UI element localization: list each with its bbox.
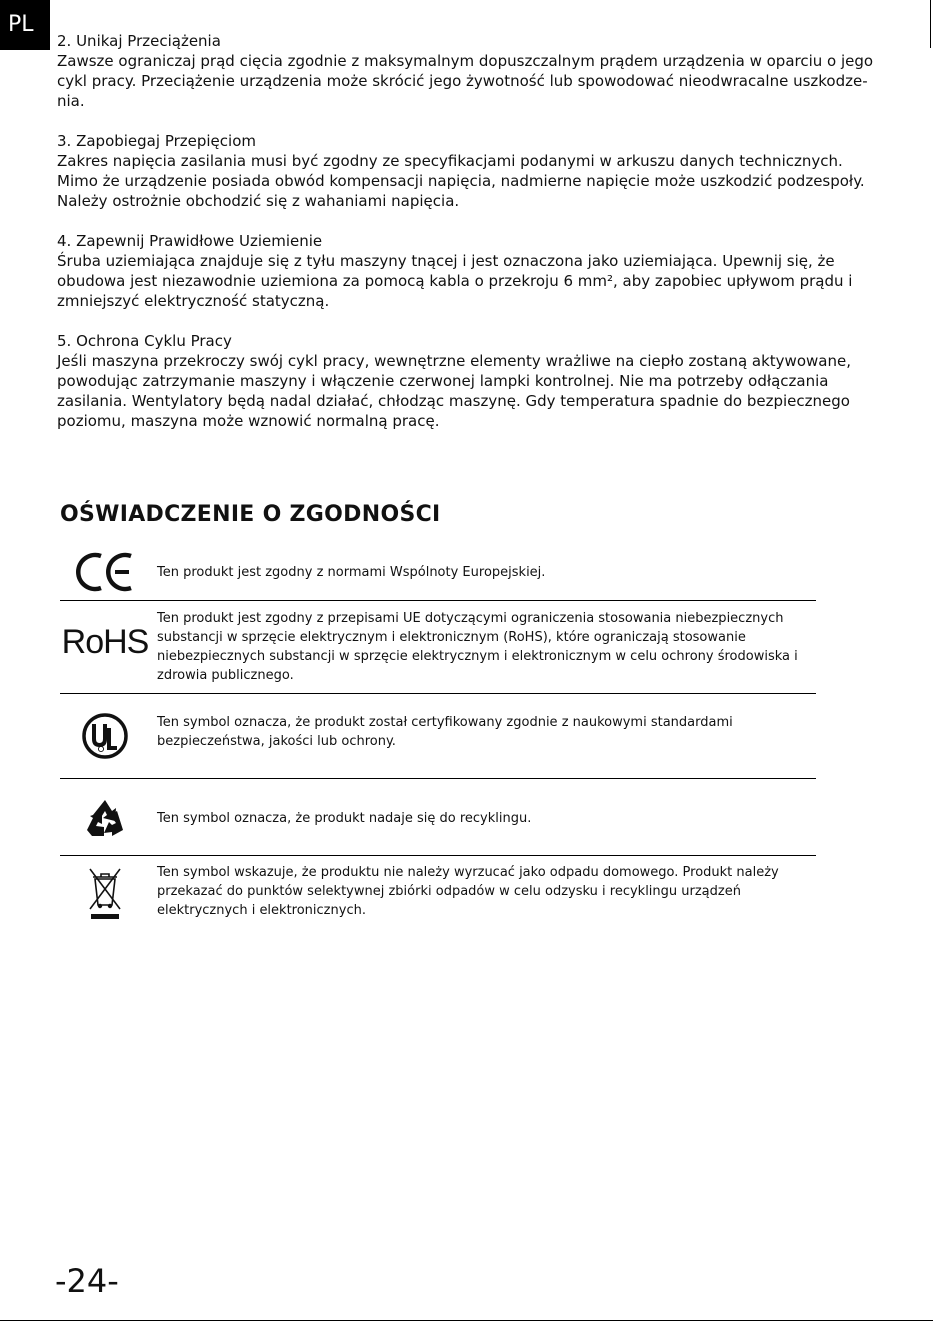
section-body: Jeśli maszyna przekroczy swój cykl pracy, wewnętrzne elementy wrażliwe na ciepło zostaną aktywowane, powodując zatrzymanie maszyny i włączenie czerwonej lampki kontrolnej. Nie ma potrzeby odłączania zasilania. Wentylatory będą nadal działać, chłodząc maszynę. Gdy temperatura spadnie do bezpiecznego poziomu, maszyna może wznowić normalną pracę.	[57, 352, 851, 430]
section-duty-cycle	[57, 331, 877, 431]
page-number: -24-	[55, 1262, 119, 1300]
declaration-text: Ten symbol oznacza, że produkt nadaje się do recyklingu.	[157, 811, 532, 826]
section-body: Zakres napięcia zasilania musi być zgodny ze specyfikacjami podanymi w arkuszu danych technicznych. Mimo że urządzenie posiada obwód kompensacji napięcia, nadmierne napięcie może uszkodzić podzespoły. Należy ostrożnie obchodzić się z wahaniami napięcia.	[57, 152, 865, 210]
section-heading: 4. Zapewnij Prawidłowe Uziemienie	[57, 232, 323, 250]
section-overload	[57, 31, 877, 111]
declaration-title: OŚWIADCZENIE O ZGODNOŚCI	[60, 502, 441, 527]
declaration-row-ul	[60, 693, 816, 779]
declaration-row-ce	[60, 545, 816, 601]
ul-mark-icon	[60, 711, 150, 761]
declaration-text: Ten produkt jest zgodny z normami Wspólnoty Europejskiej.	[157, 565, 546, 580]
safety-sections	[57, 31, 877, 451]
rohs-logo	[60, 620, 150, 664]
margin-rule	[930, 0, 931, 48]
declaration-row-recycle	[60, 778, 816, 856]
language-tab: PL	[0, 0, 50, 50]
section-overvoltage	[57, 131, 877, 211]
ce-mark-icon	[60, 547, 150, 597]
declaration-text: Ten symbol oznacza, że produkt został certyfikowany zgodnie z naukowymi standardami bezpieczeństwa, jakości lub ochrony.	[157, 715, 733, 749]
rohs-logo-text: RoHS	[61, 622, 149, 661]
page-bottom-rule	[0, 1320, 933, 1321]
weee-bin-icon	[60, 863, 150, 923]
section-body: Zawsze ograniczaj prąd cięcia zgodnie z maksymalnym dopuszczalnym prądem urządzenia w oparciu o jego cykl pracy. Przeciążenie urządzenia może skrócić jego żywotność lub spowodować nieodwracalne uszkodze-nia.	[57, 52, 874, 110]
declaration-row-weee	[60, 855, 816, 930]
section-heading: 3. Zapobiegaj Przepięciom	[57, 132, 256, 150]
section-body: Śruba uziemiająca znajduje się z tyłu maszyny tnącej i jest oznaczona jako uziemiająca. Upewnij się, że obudowa jest niezawodnie uziemiona za pomocą kabla o przekroju 6 mm², aby zapobiec upływom prądu i zmniejszyć elektryczność statyczną.	[57, 252, 853, 310]
declaration-row-rohs	[60, 600, 816, 694]
section-heading: 5. Ochrona Cyklu Pracy	[57, 332, 232, 350]
section-heading: 2. Unikaj Przeciążenia	[57, 32, 221, 50]
recycle-icon	[60, 794, 150, 842]
section-grounding	[57, 231, 877, 311]
declaration-text: Ten produkt jest zgodny z przepisami UE dotyczącymi ograniczenia stosowania niebezpiecznych substancji w sprzęcie elektrycznym i elektronicznym (RoHS), które ograniczają stosowanie niebezpiecznych substancji w sprzęcie elektrycznym i elektronicznym w celu ochrony środowiska i zdrowia publicznego.	[157, 611, 798, 683]
declaration-text: Ten symbol wskazuje, że produktu nie należy wyrzucać jako odpadu domowego. Produkt należy przekazać do punktów selektywnej zbiórki odpadów w celu odzysku i recyklingu urządzeń elektrycznych i elektronicznych.	[157, 865, 779, 918]
